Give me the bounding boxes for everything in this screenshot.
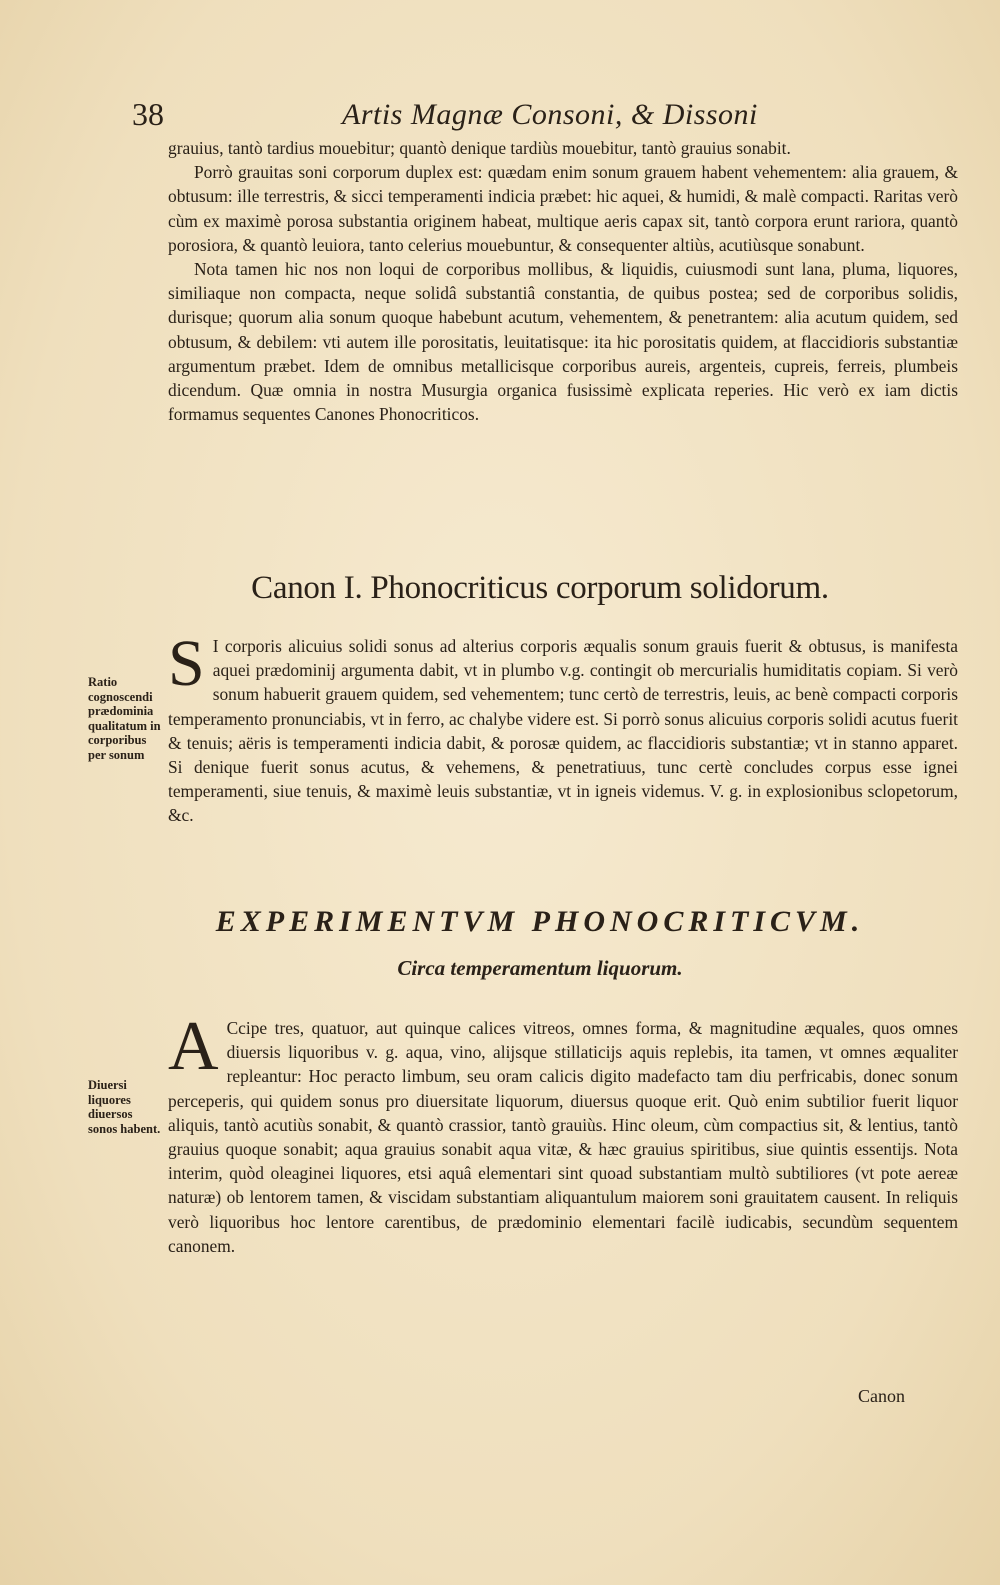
- margin-note-canon: Ratio cognoscendi prædominia qualitatum in corporibus per sonum: [88, 675, 161, 762]
- catchword: Canon: [858, 1386, 905, 1406]
- running-title: Artis Magnæ Consoni, & Dissoni: [342, 98, 758, 131]
- page-header: [132, 96, 812, 136]
- page-number: 38: [132, 96, 164, 132]
- experiment-subheading: Circa temperamentum liquorum.: [397, 956, 683, 980]
- paragraph-gravitas: Porrò grauitas soni corporum duplex est: quædam enim sonum grauem habent vehementem: alia grauem, & obtusum: ille terrestris, & sicci temperamenti indicia præbet: hic aquei, & humidi, & malè compacti. Raritas verò cùm ex maximè porosa substantia originem habeat, multique aeris capax sit, tantò corpora erunt rariora, quantò porosiora, & quantò leuiora, tanto celerius mouebuntur, & consequenter altiùs, acutiùsque sonabunt.: [168, 162, 958, 255]
- paragraph-nota: Nota tamen hic nos non loqui de corporibus mollibus, & liquidis, cuiusmodi sunt lana, pluma, liquores, similiaque non compacta, neque solidâ substantiâ constantia, de quibus postea; sed de corporibus solidis, durisque; quorum alia sonum quoque habebunt acutum, vehementem, & penetrantem: alia acutum quidem, sed obtusum, & debilem: vti autem ille porositatis, leuitatisque: ita hic porositatis quidem, at flaccidioris substantiæ argumentum præbet. Idem de omnibus metallicisque corporibus aureis, argenteis, cupreis, ferreis, plumbeis dicendum. Quæ omnia in nostra Musurgia organica fusissimè explicata reperies. Hic verò ex iam dictis formamus sequentes Canones Phonocriticos.: [168, 259, 958, 425]
- drop-cap-a: A: [168, 1008, 219, 1085]
- paragraph-continuation: grauius, tantò tardius mouebitur; quantò denique tardiùs mouebitur, tantò grauius sonabit.: [168, 138, 791, 158]
- experiment-paragraph: [168, 1008, 958, 1258]
- canon-text-block: [168, 627, 958, 828]
- drop-cap-s: S: [168, 627, 205, 700]
- experiment-body: Ccipe tres, quatuor, aut quinque calices vitreos, omnes forma, & magnitudine æquales, quos omnes diuersis liquoribus v. g. aqua, vino, alijsque stillaticijs aquis replebis, ita tamen, vt omnes æqualiter repleantur: Hoc peracto limbum, seu oram calicis digito madefacto tam diu perfricabis, donec sonum perceperis, qui quidem sonus pro diuersitate liquorum, diuersus quoque erit. Quò enim subtilior fuerit liquor aliquis, tantò acutiùs sonabit, & quantò crassior, tantò grauiùs. Hinc oleum, cùm compactius sit, & lentius, tantò grauius quoque sonabit; aqua grauius sonabit aqua vitæ, & hæc grauius spiritibus, siue quintis essentijs. Nota interim, quòd oleaginei liquores, etsi aquâ elementari sint quoad substantiam multò subtiliores (vt pote aereæ naturæ) ob lentorem tamen, & viscidam substantiam aliquantulum maiorem soni grauitatem causent. In reliquis verò liquoribus hoc lentore carentibus, de prædominio elementari facilè iudicabis, secundùm sequentem canonem.: [168, 1018, 958, 1256]
- canon-heading: Canon I. Phonocriticus corporum solidorum.: [251, 570, 829, 606]
- canon-body: I corporis alicuius solidi sonus ad alterius corporis æqualis sonum grauis fuerit & obtusus, is manifesta aquei prædominij argumenta dabit, vt in plumbo v.g. contingit ob mercurialis humiditatis copiam. Si verò sonum habuerit grauem quidem, sed vehementem; tunc certò de terrestris, leuis, ac benè compacti corporis temperamento pronunciabis, vt in ferro, ac chalybe videre est. Si porrò sonus alicuius corporis solidi acutus fuerit & tenuis; aëris is temperamenti indicia dabit, & porosæ quidem, ac flaccidioris substantiæ; vt in stanno apparet. Si denique fuerit sonus acutus, & vehemens, & penetratiuus, tunc certè concludes corpus esse ignei temperamenti, siue tenuis, & maximè leuis substantiæ, vt in igneis videmus. V. g. in explosionibus sclopetorum, &c.: [168, 636, 958, 826]
- experiment-heading: EXPERIMENTVM PHONOCRITICVM.: [215, 905, 865, 938]
- experiment-text-block: [168, 1008, 958, 1258]
- canon-paragraph: [168, 627, 958, 828]
- margin-note-experiment: Diuersi liquores diuersos sonos habent.: [88, 1078, 161, 1136]
- opening-text: [168, 136, 958, 426]
